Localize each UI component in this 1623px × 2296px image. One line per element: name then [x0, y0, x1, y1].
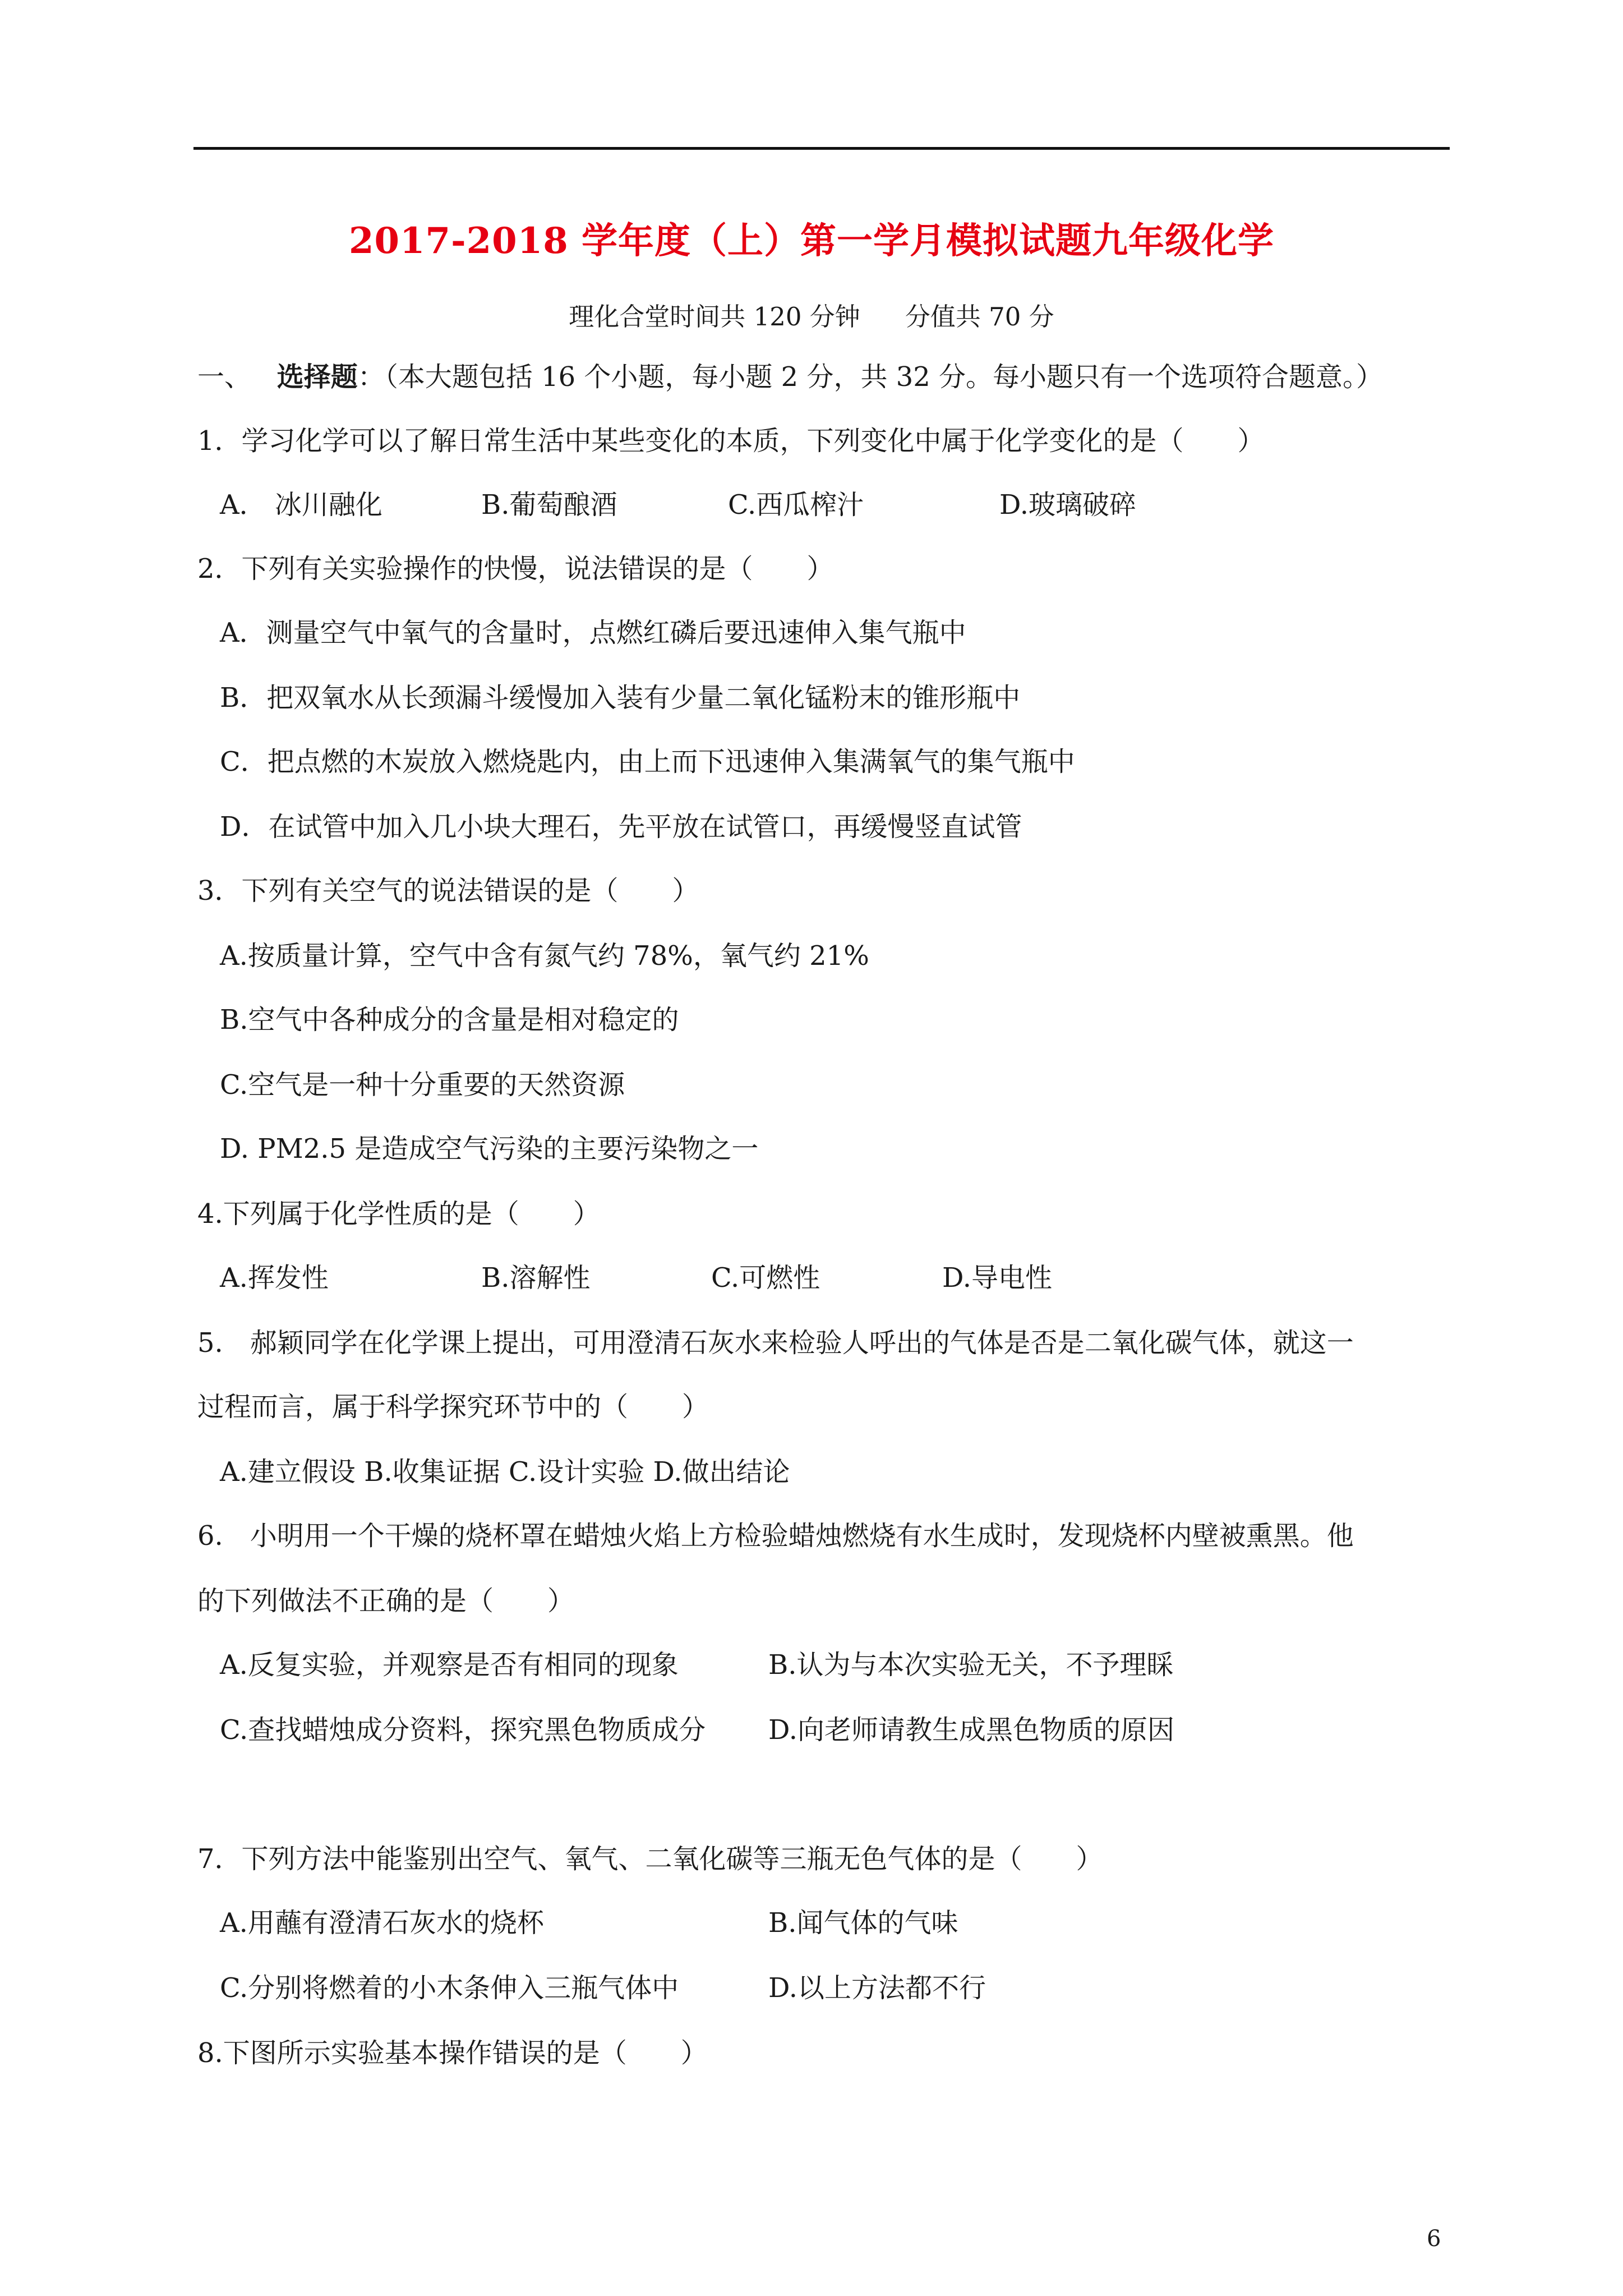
- question-1-option-b: B.葡萄酿酒: [481, 489, 617, 521]
- question-3-option-d: D. PM2.5 是造成空气污染的主要污染物之一: [220, 1133, 759, 1165]
- header-rule: [193, 147, 1450, 150]
- question-3-stem: 3．下列有关空气的说法错误的是（ ）: [197, 875, 699, 907]
- question-1-option-c: C.西瓜榨汁: [728, 489, 864, 521]
- question-1-option-d: D.玻璃破碎: [999, 489, 1137, 521]
- section-number: 一、: [197, 361, 252, 393]
- question-6-option-a: A.反复实验，并观察是否有相同的现象: [220, 1649, 679, 1681]
- question-6-option-d: D.向老师请教生成黑色物质的原因: [768, 1714, 1175, 1746]
- question-7-option-a: A.用蘸有澄清石灰水的烧杯: [220, 1907, 544, 1939]
- question-2-stem: 2．下列有关实验操作的快慢，说法错误的是（ ）: [197, 553, 834, 585]
- question-4-option-d: D.导电性: [942, 1262, 1053, 1294]
- question-7-option-d: D.以上方法都不行: [768, 1972, 986, 2004]
- question-1-option-a: A． 冰川融化: [220, 489, 382, 521]
- section-note: ：（本大题包括 16 个小题，每小题 2 分，共 32 分。每小题只有一个选项符合题意。）: [357, 361, 1384, 393]
- question-6-option-c: C.查找蜡烛成分资料，探究黑色物质成分: [220, 1714, 706, 1746]
- section-heading: [197, 361, 1384, 393]
- question-2-option-c: C．把点燃的木炭放入燃烧匙内，由上而下迅速伸入集满氧气的集气瓶中: [220, 746, 1075, 777]
- question-4-stem: 4.下列属于化学性质的是（ ）: [197, 1198, 600, 1230]
- question-3-option-a: A.按质量计算，空气中含有氮气约 78%，氧气约 21%: [220, 940, 869, 972]
- question-7-stem: 7．下列方法中能鉴别出空气、氧气、二氧化碳等三瓶无色气体的是（ ）: [197, 1843, 1103, 1875]
- question-4-option-b: B.溶解性: [481, 1262, 591, 1294]
- question-2-option-a: A．测量空气中氧气的含量时，点燃红磷后要迅速伸入集气瓶中: [220, 617, 966, 648]
- section-title: 选择题: [276, 361, 358, 393]
- question-5-stem-line1: 5. 郝颖同学在化学课上提出，可用澄清石灰水来检验人呼出的气体是否是二氧化碳气体，就这一: [197, 1327, 1354, 1359]
- question-5-stem-line2: 过程而言，属于科学探究环节中的（ ）: [197, 1391, 709, 1423]
- subtitle-time: 理化合堂时间共 120 分钟: [569, 302, 860, 332]
- question-8-stem: 8.下图所示实验基本操作错误的是（ ）: [197, 2037, 708, 2069]
- question-3-option-b: B.空气中各种成分的含量是相对稳定的: [220, 1004, 679, 1036]
- question-2-option-b: B．把双氧水从长颈漏斗缓慢加入装有少量二氧化锰粉末的锥形瓶中: [220, 682, 1021, 714]
- question-1-stem: 1．学习化学可以了解日常生活中某些变化的本质，下列变化中属于化学变化的是（ ）: [197, 425, 1265, 457]
- question-6-option-b: B.认为与本次实验无关，不予理睬: [768, 1649, 1174, 1681]
- question-6-stem-line1: 6. 小明用一个干燥的烧杯罩在蜡烛火焰上方检验蜡烛燃烧有水生成时，发现烧杯内壁被熏黑。他: [197, 1520, 1354, 1552]
- question-2-option-d: D．在试管中加入几小块大理石，先平放在试管口，再缓慢竖直试管: [220, 811, 1022, 843]
- question-3-option-c: C.空气是一种十分重要的天然资源: [220, 1069, 625, 1101]
- subtitle-score: 分值共 70 分: [905, 302, 1054, 332]
- page-number: 6: [1427, 2226, 1441, 2252]
- question-4-option-a: A.挥发性: [220, 1262, 329, 1294]
- question-5-options: A.建立假设 B.收集证据 C.设计实验 D.做出结论: [220, 1456, 790, 1488]
- page-title: 2017-2018 学年度（上）第一学月模拟试题九年级化学: [348, 220, 1275, 262]
- question-7-option-b: B.闻气体的气味: [768, 1907, 958, 1939]
- question-7-option-c: C.分别将燃着的小木条伸入三瓶气体中: [220, 1972, 679, 2004]
- question-4-option-c: C.可燃性: [711, 1262, 820, 1294]
- page-subtitle: [0, 296, 1623, 333]
- question-6-stem-line2: 的下列做法不正确的是（ ）: [197, 1585, 575, 1617]
